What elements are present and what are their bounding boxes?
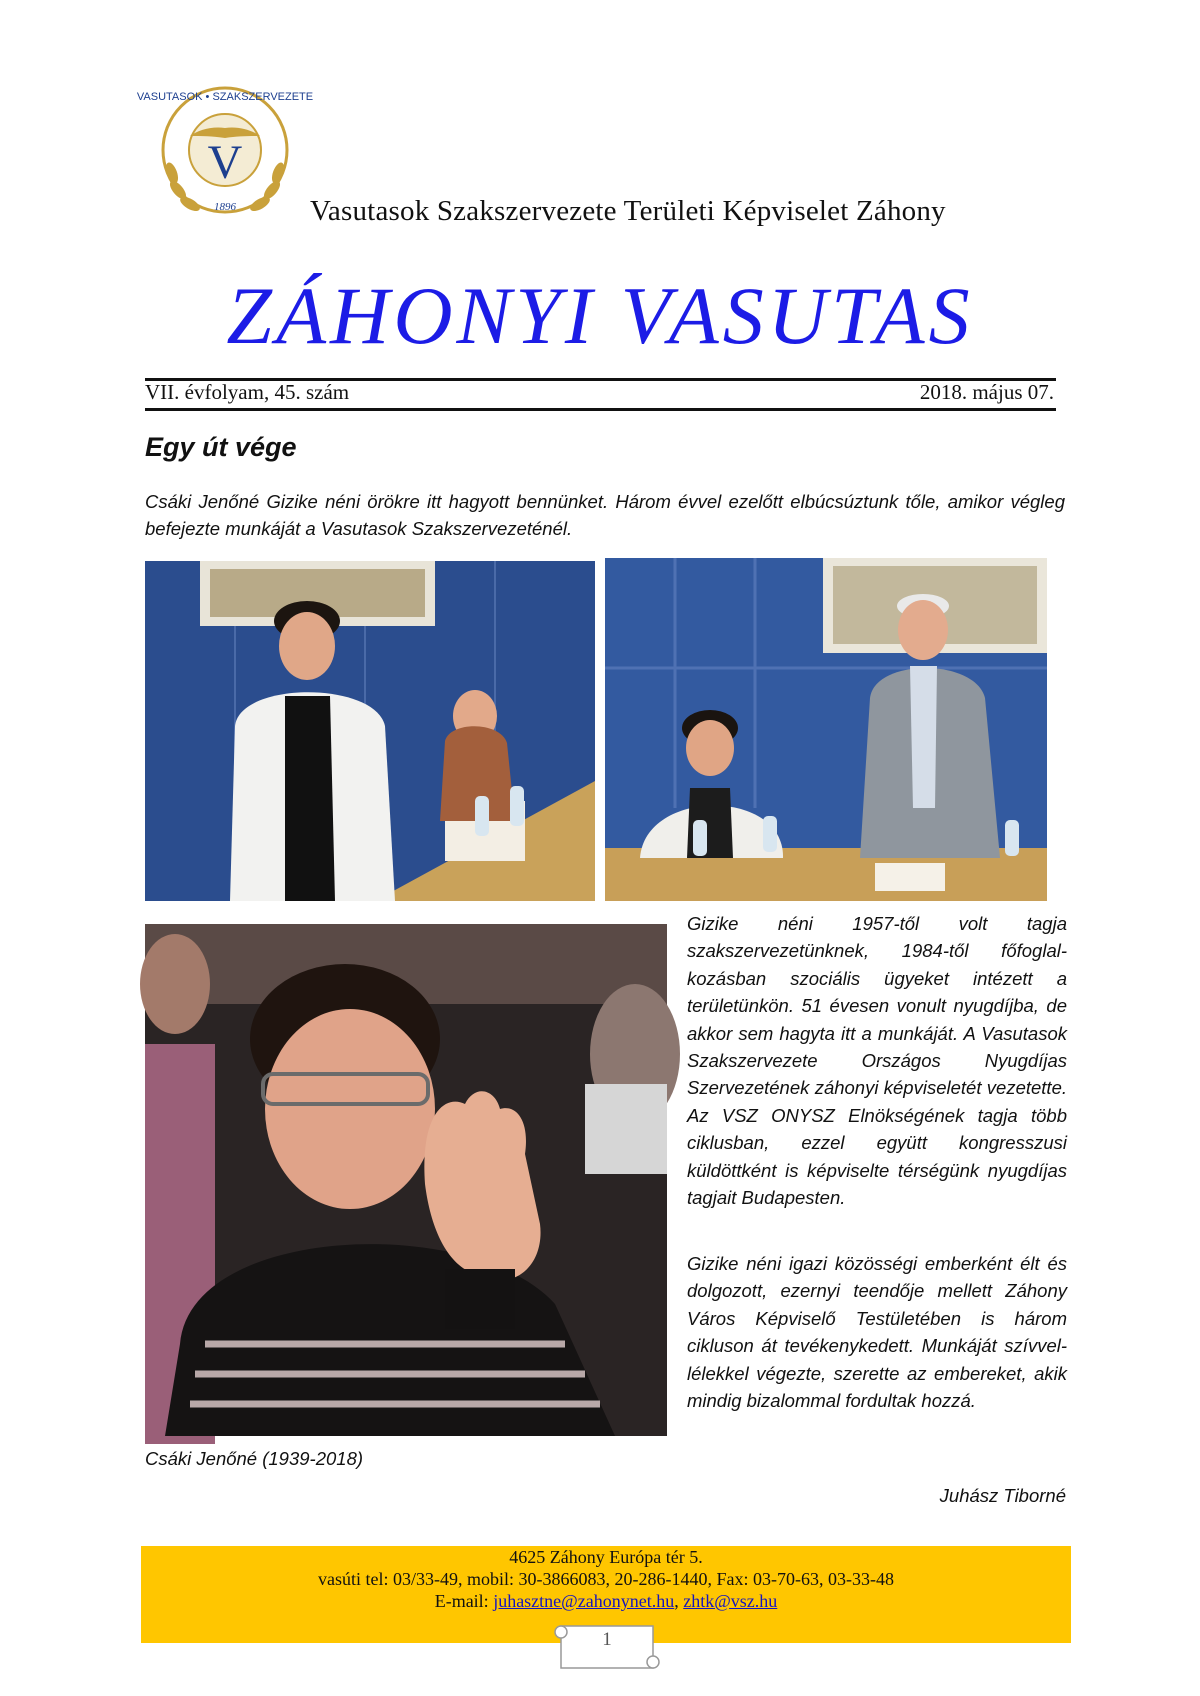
article-title: Egy út vége xyxy=(145,432,297,462)
svg-text:1896: 1896 xyxy=(214,201,236,213)
article-paragraph-1: Gizike néni 1957-től volt tagja szakszervezetünknek, 1984-től főfoglal-kozásban szociális ügyeket intézett a területünkön. 51 évesen vonult nyugdíjba, de akkor sem hagyta itt a munkáját. A Vasutasok Szakszervezete Országos Nyugdíjas Szervezetének záhonyi képviseletét vezetette. Az VSZ ONYSZ Elnökségének tagja több ciklusban, ezzel együtt kongresszusi küldöttként is képviselte térségünk nyugdíjas tagjait Budapesten. xyxy=(687,913,1067,1209)
svg-text:VASUTASOK • SZAKSZERVEZETE: VASUTASOK • SZAKSZERVEZETE xyxy=(136,91,314,103)
email-label: E-mail: xyxy=(434,1591,489,1611)
email-separator: , xyxy=(674,1591,679,1611)
meeting-photo-seated-woman-standing-man xyxy=(605,558,1047,901)
email-link-zhtk[interactable]: zhtk@vsz.hu xyxy=(683,1591,778,1611)
footer-email-line xyxy=(141,1590,1071,1612)
issue-number: VII. évfolyam, 45. szám xyxy=(145,380,350,404)
article-lead: Csáki Jenőné Gizike néni örökre itt hagyott bennünket. Három évvel ezelőtt elbúcsúztunk tőle, amikor végleg befejezte munkáját a Vasutasok Szakszervezeténél. xyxy=(145,491,1065,539)
meeting-photo-standing-woman xyxy=(145,561,595,901)
newsletter-title: ZÁHONYI VASUTAS xyxy=(226,270,974,361)
photo-caption: Csáki Jenőné (1939-2018) xyxy=(145,1448,364,1469)
footer-address: 4625 Záhony Európa tér 5. xyxy=(509,1547,703,1567)
portrait-photo xyxy=(145,924,667,1436)
masthead-bottom-rule xyxy=(145,408,1056,411)
footer-phones: vasúti tel: 03/33-49, mobil: 30-3866083, 20-286-1440, Fax: 03-70-63, 03-33-48 xyxy=(318,1569,894,1589)
page-number: 1 xyxy=(602,1629,612,1650)
article-paragraph-2: Gizike néni igazi közösségi emberként élt és dolgozott, ezernyi teendője mellett Záhony Város Képviselő Testületében is három cikluson át tevékenykedett. Munkáját szívvel-lélekkel végezte, szerette az embereket, akik mindig bizalommal fordultak hozzá. xyxy=(687,1253,1067,1412)
union-logo xyxy=(136,78,314,228)
email-link-juhasztne[interactable]: juhasztne@zahonynet.hu xyxy=(493,1591,675,1611)
organization-name: Vasutasok Szakszervezete Területi Képviselet Záhony xyxy=(310,195,946,227)
issue-date: 2018. május 07. xyxy=(919,380,1054,404)
svg-text:V: V xyxy=(207,136,243,189)
article-author: Juhász Tiborné xyxy=(939,1485,1066,1506)
